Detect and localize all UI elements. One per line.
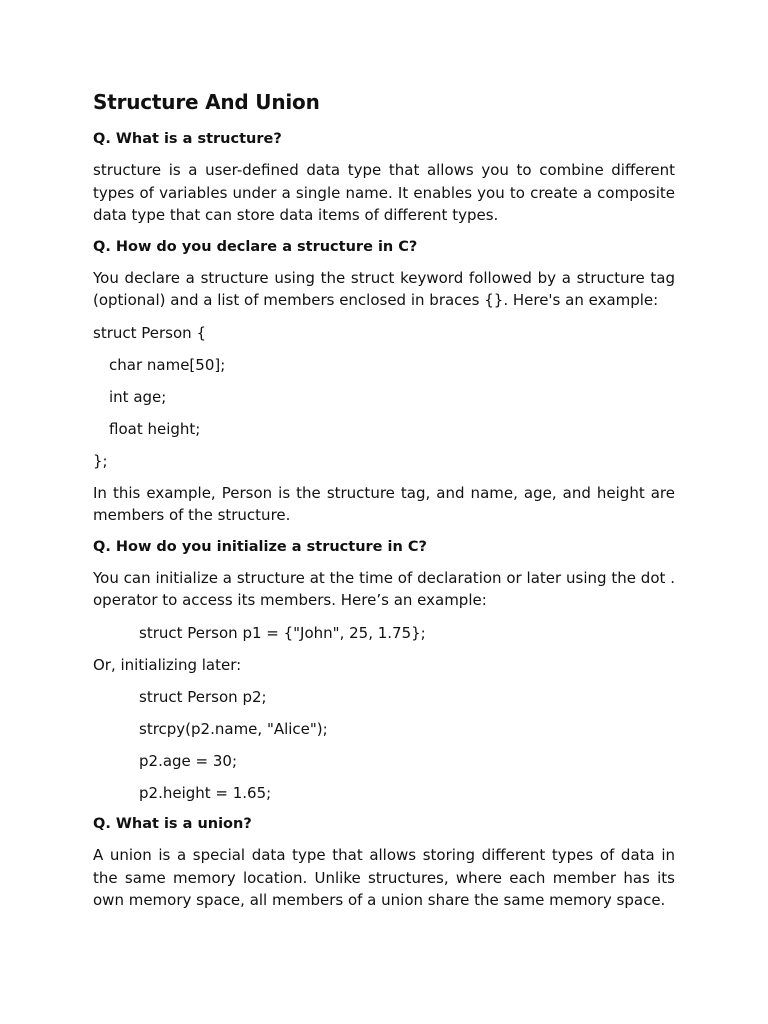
code-line: char name[50]; <box>109 355 226 374</box>
answer-what-is-structure: structure is a user-defined data type that allows you to combine different types of variables under a single name. It enables you to create a composite data type that can store data items of different types. <box>93 161 675 224</box>
answer-declare-structure: You declare a structure using the struct keyword followed by a structure tag (optional) and a list of members enclosed in braces {}. Here's an example: <box>93 268 675 309</box>
answer-what-is-union: A union is a special data type that allows storing different types of data in the same memory location. Unlike structures, where each member has its own memory space, all members of a union share the same memory space. <box>93 846 675 909</box>
document-page <box>93 88 675 922</box>
code-line: p2.age = 30; <box>139 752 238 770</box>
code-line: struct Person p2; <box>139 688 267 706</box>
page-title: Structure And Union <box>93 90 320 114</box>
question-initialize-structure: Q. How do you initialize a structure in C? <box>93 538 427 555</box>
question-declare-structure: Q. How do you declare a structure in C? <box>93 238 418 255</box>
code-line: float height; <box>109 419 201 438</box>
answer-initialize-structure: You can initialize a structure at the time of declaration or later using the dot . operator to access its members. Here’s an example: <box>93 568 675 609</box>
code-line: strcpy(p2.name, "Alice"); <box>139 720 328 738</box>
question-what-is-union: Q. What is a union? <box>93 816 252 832</box>
question-what-is-structure: Q. What is a structure? <box>93 131 282 147</box>
initializing-later-label: Or, initializing later: <box>93 655 242 674</box>
explanation-structure-tag: In this example, Person is the structure tag, and name, age, and height are members of the structure. <box>93 483 675 524</box>
code-line: p2.height = 1.65; <box>139 784 272 802</box>
code-line: int age; <box>109 387 167 406</box>
code-line: struct Person p1 = {"John", 25, 1.75}; <box>139 623 426 642</box>
code-line: }; <box>93 451 108 470</box>
code-line: struct Person { <box>93 323 206 342</box>
